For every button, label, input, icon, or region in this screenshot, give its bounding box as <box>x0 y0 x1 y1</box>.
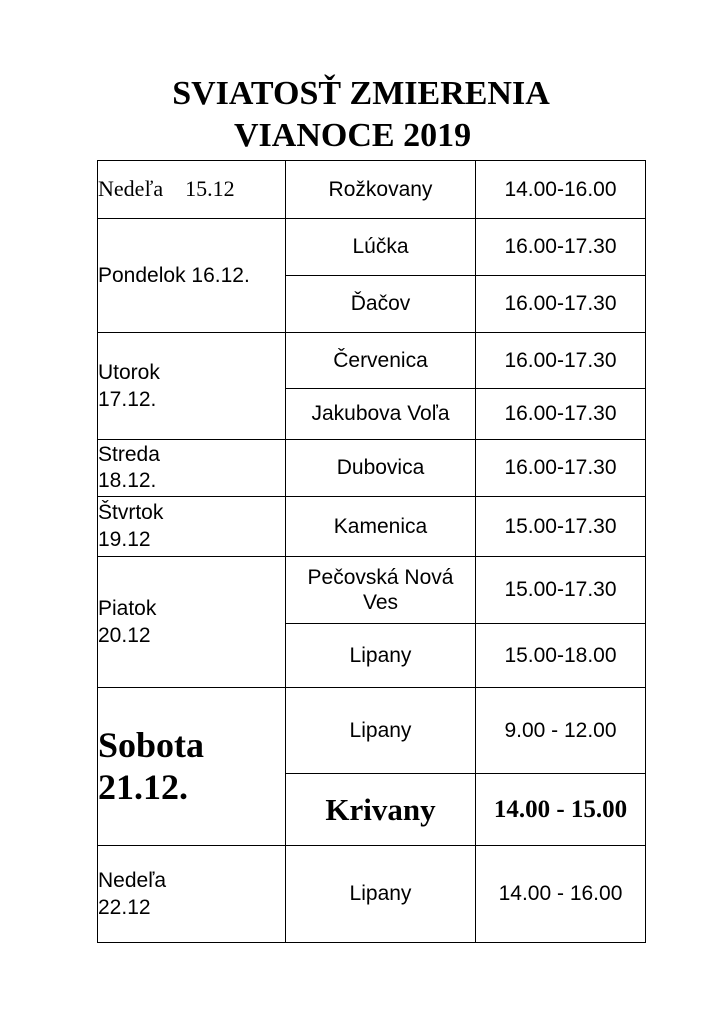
time-cell: 15.00-18.00 <box>476 624 646 688</box>
day-name: Nedeľa <box>98 868 167 892</box>
day-name: Utorok <box>98 360 160 384</box>
confession-schedule-table <box>97 160 646 943</box>
place-cell: Rožkovany <box>286 161 476 219</box>
day-name: Štvrtok <box>98 501 164 525</box>
time-cell: 16.00-17.30 <box>476 389 646 440</box>
time-cell: 14.00-16.00 <box>476 161 646 219</box>
table-row <box>98 161 646 219</box>
place-cell: Lipany <box>286 846 476 943</box>
place-cell: Ďačov <box>286 276 476 333</box>
day-name: Piatok <box>98 596 157 620</box>
day-name: Streda <box>98 442 160 466</box>
day-date: 17.12. <box>98 388 157 411</box>
place-name-line: Pečovská Nová <box>307 565 454 589</box>
document-subtitle: VIANOCE 2019 <box>234 117 472 154</box>
time-cell: 16.00-17.30 <box>476 276 646 333</box>
table-row <box>98 219 646 276</box>
time-cell: 15.00-17.30 <box>476 497 646 557</box>
table-row <box>98 333 646 389</box>
document-title: SVIATOSŤ ZMIERENIA <box>172 75 550 112</box>
time-cell: 15.00-17.30 <box>476 557 646 624</box>
day-cell <box>98 846 286 943</box>
day-cell: Pondelok 16.12. <box>98 219 286 333</box>
day-cell <box>98 440 286 497</box>
day-cell <box>98 688 286 846</box>
time-cell: 16.00-17.30 <box>476 219 646 276</box>
day-cell: Nedeľa 15.12 <box>98 161 286 219</box>
table-row <box>98 846 646 943</box>
day-cell <box>98 497 286 557</box>
table-row <box>98 557 646 624</box>
place-cell <box>286 557 476 624</box>
place-cell: Dubovica <box>286 440 476 497</box>
table-row <box>98 440 646 497</box>
day-date: 21.12. <box>98 766 188 807</box>
place-cell: Jakubova Voľa <box>286 389 476 440</box>
day-date: 20.12 <box>98 624 151 647</box>
place-cell: Lipany <box>286 688 476 774</box>
place-cell: Kamenica <box>286 497 476 557</box>
table-row <box>98 497 646 557</box>
day-date: 22.12 <box>98 896 151 919</box>
place-cell: Krivany <box>286 774 476 846</box>
time-cell: 16.00-17.30 <box>476 440 646 497</box>
time-cell: 14.00 - 15.00 <box>476 774 646 846</box>
table-row <box>98 688 646 774</box>
place-name-line: Ves <box>362 591 399 614</box>
time-cell: 9.00 - 12.00 <box>476 688 646 774</box>
place-cell: Červenica <box>286 333 476 389</box>
place-cell: Lúčka <box>286 219 476 276</box>
day-date: 19.12 <box>98 527 151 551</box>
day-cell <box>98 557 286 688</box>
day-name: Sobota <box>98 725 205 766</box>
time-cell: 16.00-17.30 <box>476 333 646 389</box>
place-cell: Lipany <box>286 624 476 688</box>
day-cell <box>98 333 286 440</box>
day-date: 18.12. <box>98 469 157 492</box>
time-cell: 14.00 - 16.00 <box>476 846 646 943</box>
